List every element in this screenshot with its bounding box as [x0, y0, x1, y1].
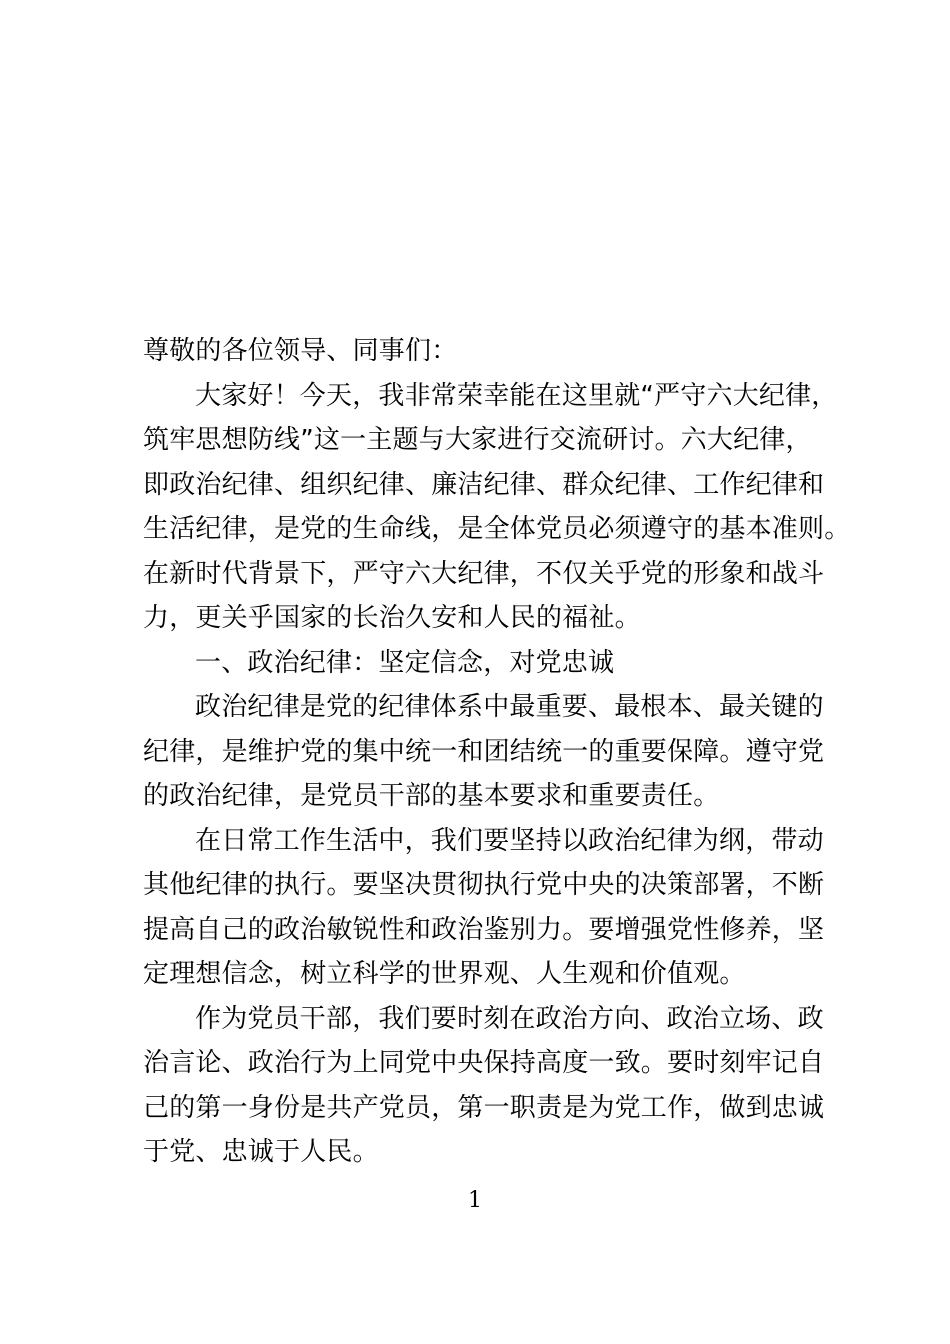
- text-line: 己的第一身份是共产党员，第一职责是为党工作，做到忠诚: [143, 1092, 825, 1123]
- text-line: 即政治纪律、组织纪律、廉洁纪律、群众纪律、工作纪律和: [143, 469, 825, 500]
- text-line: 治言论、政治行为上同党中央保持高度一致。要时刻牢记自: [143, 1048, 825, 1078]
- text-line: 力，更关乎国家的长治久安和人民的福祉。: [143, 603, 641, 633]
- text-line: 作为党员干部，我们要时刻在政治方向、政治立场、政: [195, 1003, 824, 1034]
- text-line: 定理想信念，树立科学的世界观、人生观和价值观。: [143, 959, 746, 989]
- text-line: 其他纪律的执行。要坚决贯彻执行党中央的决策部署，不断: [143, 870, 825, 900]
- text-line: 生活纪律，是党的生命线，是全体党员必须遵守的基本准则。: [143, 514, 851, 544]
- text-line: 筑牢思想防线”这一主题与大家进行交流研讨。六大纪律，: [143, 425, 812, 455]
- text-line: 的政治纪律，是党员干部的基本要求和重要责任。: [143, 781, 720, 811]
- text-line: 大家好！今天，我非常荣幸能在这里就“严守六大纪律，: [195, 380, 838, 411]
- text-line: 政治纪律是党的纪律体系中最重要、最根本、最关键的: [195, 692, 824, 722]
- text-line: 纪律，是维护党的集中统一和团结统一的重要保障。遵守党: [143, 736, 825, 767]
- document-body: [143, 329, 851, 1175]
- text-line: 提高自己的政治敏锐性和政治鉴别力。要增强党性修养，坚: [143, 914, 825, 945]
- text-line: 于党、忠诚于人民。: [143, 1137, 379, 1167]
- salutation: 尊敬的各位领导、同事们：: [143, 336, 458, 366]
- text-line: 在日常工作生活中，我们要坚持以政治纪律为纲，带动: [195, 825, 824, 856]
- text-line: 在新时代背景下，严守六大纪律，不仅关乎党的形象和战斗: [143, 558, 825, 589]
- page-number: 1: [468, 1188, 482, 1213]
- body-lines: [143, 374, 851, 1175]
- text-line: 一、政治纪律：坚定信念，对党忠诚: [195, 647, 615, 678]
